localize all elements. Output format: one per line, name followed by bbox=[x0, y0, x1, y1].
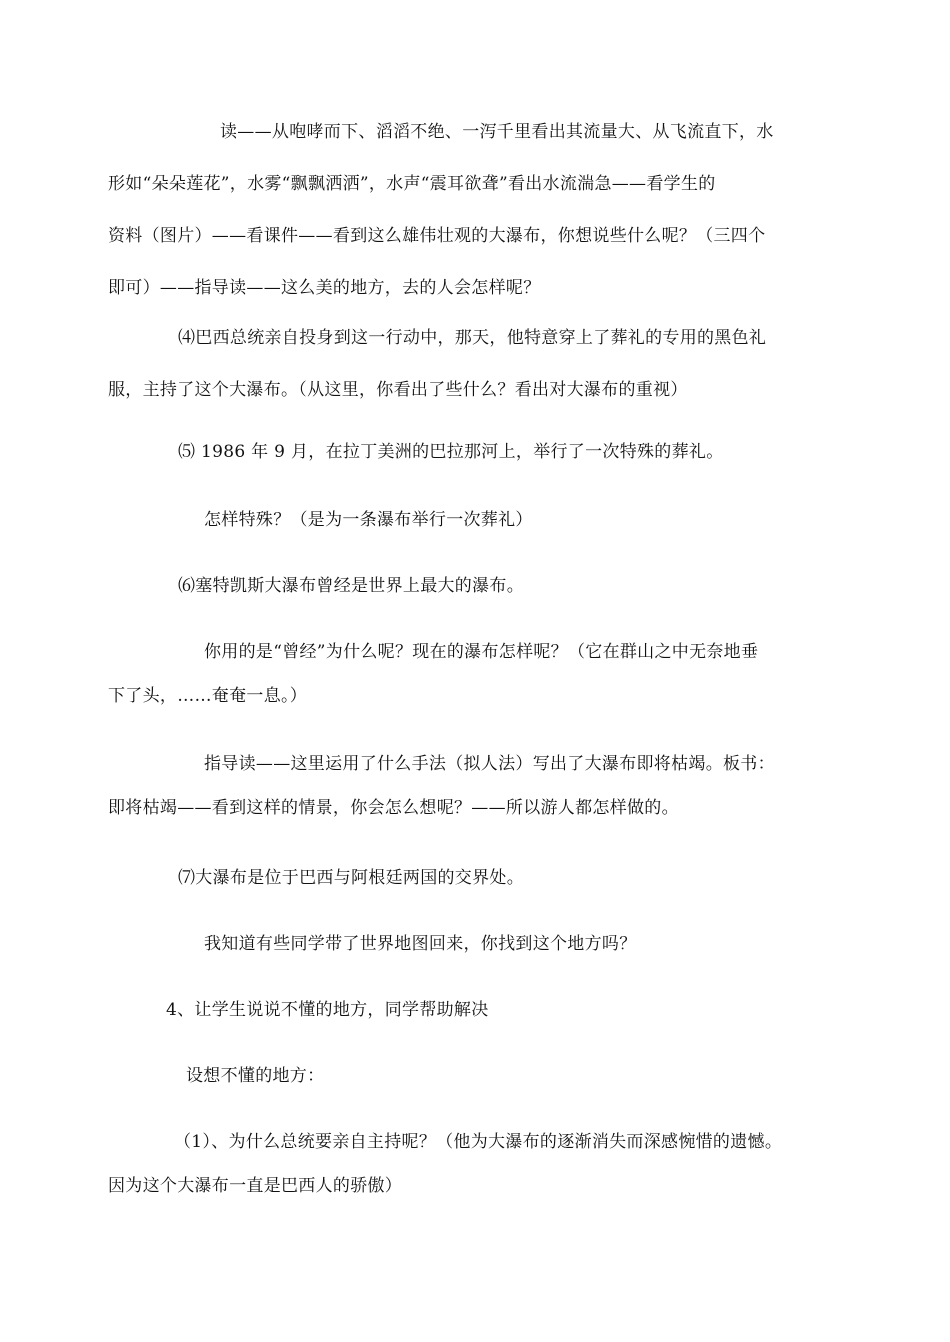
text-line: 读——从咆哮而下、滔滔不绝、一泻千里看出其流量大、从飞流直下，水 bbox=[220, 122, 774, 142]
text-line: ⑺大瀑布是位于巴西与阿根廷两国的交界处。 bbox=[178, 868, 524, 888]
paragraph-question-once bbox=[108, 632, 836, 716]
text-line: 因为这个大瀑布一直是巴西人的骄傲） bbox=[108, 1176, 403, 1196]
text-line: 下了头，……奄奄一息。） bbox=[108, 686, 308, 706]
text-line: ⑷巴西总统亲自投身到这一行动中，那天，他特意穿上了葬礼的专用的黑色礼 bbox=[178, 328, 767, 348]
text-line: 你用的是“曾经”为什么呢？现在的瀑布怎样呢？（它在群山之中无奈地垂 bbox=[204, 642, 759, 662]
paragraph-step-4 bbox=[108, 990, 836, 1030]
text-line: 我知道有些同学带了世界地图回来，你找到这个地方吗？ bbox=[204, 934, 637, 954]
text-line: 形如“朵朵莲花”，水雾“飘飘洒洒”，水声“震耳欲聋”看出水流湍急——看学生的 bbox=[108, 174, 716, 194]
text-line: 服，主持了这个大瀑布。（从这里，你看出了些什么？看出对大瀑布的重视） bbox=[108, 380, 688, 400]
text-line: 设想不懂的地方： bbox=[186, 1066, 325, 1086]
paragraph-item-5 bbox=[108, 432, 836, 472]
text-line: 资料（图片）——看课件——看到这么雄伟壮观的大瀑布，你想说些什么呢？（三四个 bbox=[108, 226, 766, 246]
paragraph-assumed-questions bbox=[108, 1056, 836, 1096]
paragraph-item-6 bbox=[108, 566, 836, 606]
text-line: ⑸ 1986 年 9 月，在拉丁美洲的巴拉那河上，举行了一次特殊的葬礼。 bbox=[178, 442, 724, 462]
text-line: ⑹塞特凯斯大瀑布曾经是世界上最大的瀑布。 bbox=[178, 576, 524, 596]
paragraph-reading-guide bbox=[108, 112, 836, 308]
paragraph-question-special bbox=[108, 500, 836, 540]
text-line: 即将枯竭——看到这样的情景，你会怎么想呢？——所以游人都怎样做的。 bbox=[108, 798, 679, 818]
text-line: 即可）——指导读——这么美的地方，去的人会怎样呢？ bbox=[108, 278, 541, 298]
paragraph-item-4 bbox=[108, 318, 836, 410]
paragraph-item-7 bbox=[108, 858, 836, 898]
text-line: （1）、为什么总统要亲自主持呢？（他为大瀑布的逐渐消失而深感惋惜的遗憾。 bbox=[174, 1132, 783, 1152]
paragraph-question-1 bbox=[108, 1122, 836, 1206]
paragraph-guided-reading bbox=[108, 744, 836, 828]
text-line: 怎样特殊？（是为一条瀑布举行一次葬礼） bbox=[204, 510, 533, 530]
text-line: 指导读——这里运用了什么手法（拟人法）写出了大瀑布即将枯竭。板书： bbox=[204, 754, 775, 774]
text-line: 4、让学生说说不懂的地方，同学帮助解决 bbox=[166, 1000, 489, 1020]
paragraph-world-map bbox=[108, 924, 836, 964]
